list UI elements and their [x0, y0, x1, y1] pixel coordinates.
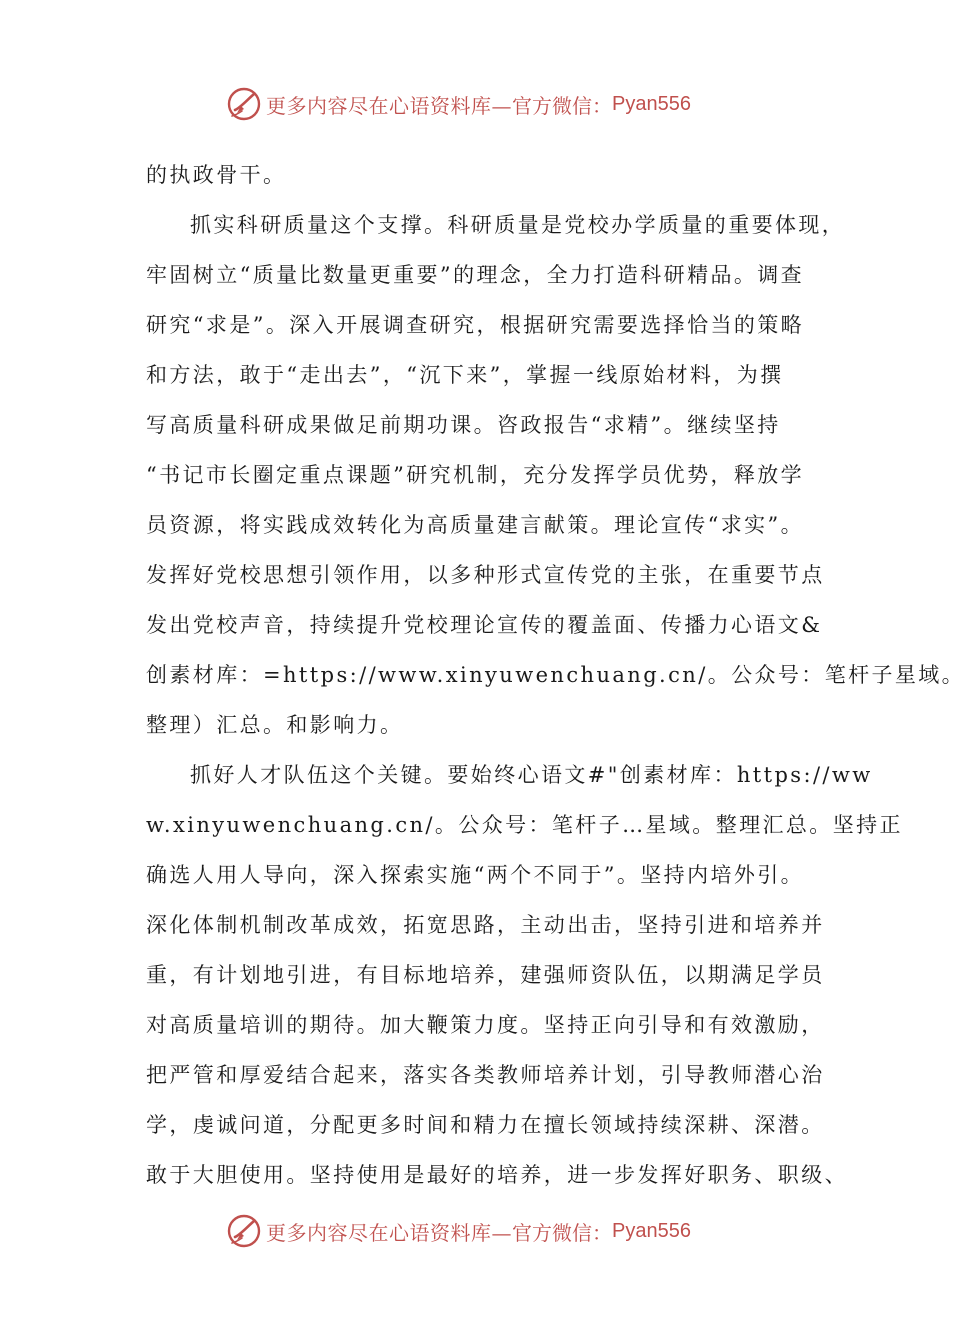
- text-line: 对高质量培训的期待。加大鞭策力度。坚持正向引导和有效激励，: [146, 1013, 825, 1037]
- text-line: 创素材库：=https://www.xinyuwenchuang.cn/。公众号：笔杆子星域。: [146, 663, 965, 687]
- banner-wechat-id: Pyan556: [612, 92, 691, 115]
- banner-text: 更多内容尽在心语资料库—: [266, 1220, 512, 1245]
- text-line: 抓实科研质量这个支撑。科研质量是党校办学质量的重要体现，: [190, 213, 846, 237]
- text-line: 抓好人才队伍这个关键。要始终心语文#"创素材库：https://ww: [190, 763, 873, 787]
- text-line: 深化体制机制改革成效，拓宽思路，主动出击，坚持引进和培养并: [146, 913, 825, 937]
- pen-logo-icon: [226, 1213, 262, 1249]
- text-line: 写高质量科研成果做足前期功课。咨政报告“求精”。继续坚持: [146, 413, 781, 437]
- text-line: 研究“求是”。深入开展调查研究，根据研究需要选择恰当的策略: [146, 313, 805, 337]
- footer-banner: [226, 1211, 691, 1251]
- paragraph: [146, 750, 903, 1200]
- banner-wechat-id: Pyan556: [612, 1219, 691, 1242]
- text-line: 发出党校声音，持续提升党校理论宣传的覆盖面、传播力心语文&: [146, 613, 823, 637]
- banner-wechat-label: 官方微信：: [512, 1220, 612, 1245]
- text-line: “书记市长圈定重点课题”研究机制，充分发挥学员优势，释放学: [146, 463, 805, 487]
- text-line: 确选人用人导向，深入探索实施“两个不同于”。坚持内培外引。: [146, 863, 805, 887]
- text-line: 发挥好党校思想引领作用，以多种形式宣传党的主张，在重要节点: [146, 563, 825, 587]
- paragraph: [146, 150, 814, 200]
- text-line: w.xinyuwenchuang.cn/。公众号：笔杆子…星域。整理汇总。坚持正: [146, 813, 903, 837]
- text-line: 重，有计划地引进，有目标地培养，建强师资队伍，以期满足学员: [146, 963, 825, 987]
- text-line: 员资源，将实践成效转化为高质量建言献策。理论宣传“求实”。: [146, 513, 805, 537]
- text-line: 整理）汇总。和影响力。: [146, 713, 404, 737]
- text-line: 和方法，敢于“走出去”，“沉下来”，掌握一线原始材料，为撰: [146, 363, 784, 387]
- document-body: [146, 150, 965, 1200]
- banner-wechat-label: 官方微信：: [512, 93, 612, 118]
- banner-text: 更多内容尽在心语资料库—: [266, 93, 512, 118]
- paragraph: [146, 200, 965, 750]
- text-line: 的执政骨干。: [146, 163, 287, 187]
- text-line: 学，虔诚问道，分配更多时间和精力在擅长领域持续深耕、深潜。: [146, 1113, 825, 1137]
- header-banner: [226, 84, 691, 124]
- text-line: 牢固树立“质量比数量更重要”的理念，全力打造科研精品。调查: [146, 263, 805, 287]
- text-line: 把严管和厚爱结合起来，落实各类教师培养计划，引导教师潜心治: [146, 1063, 825, 1087]
- pen-logo-icon: [226, 86, 262, 122]
- text-line: 敢于大胆使用。坚持使用是最好的培养，进一步发挥好职务、职级、: [146, 1163, 848, 1187]
